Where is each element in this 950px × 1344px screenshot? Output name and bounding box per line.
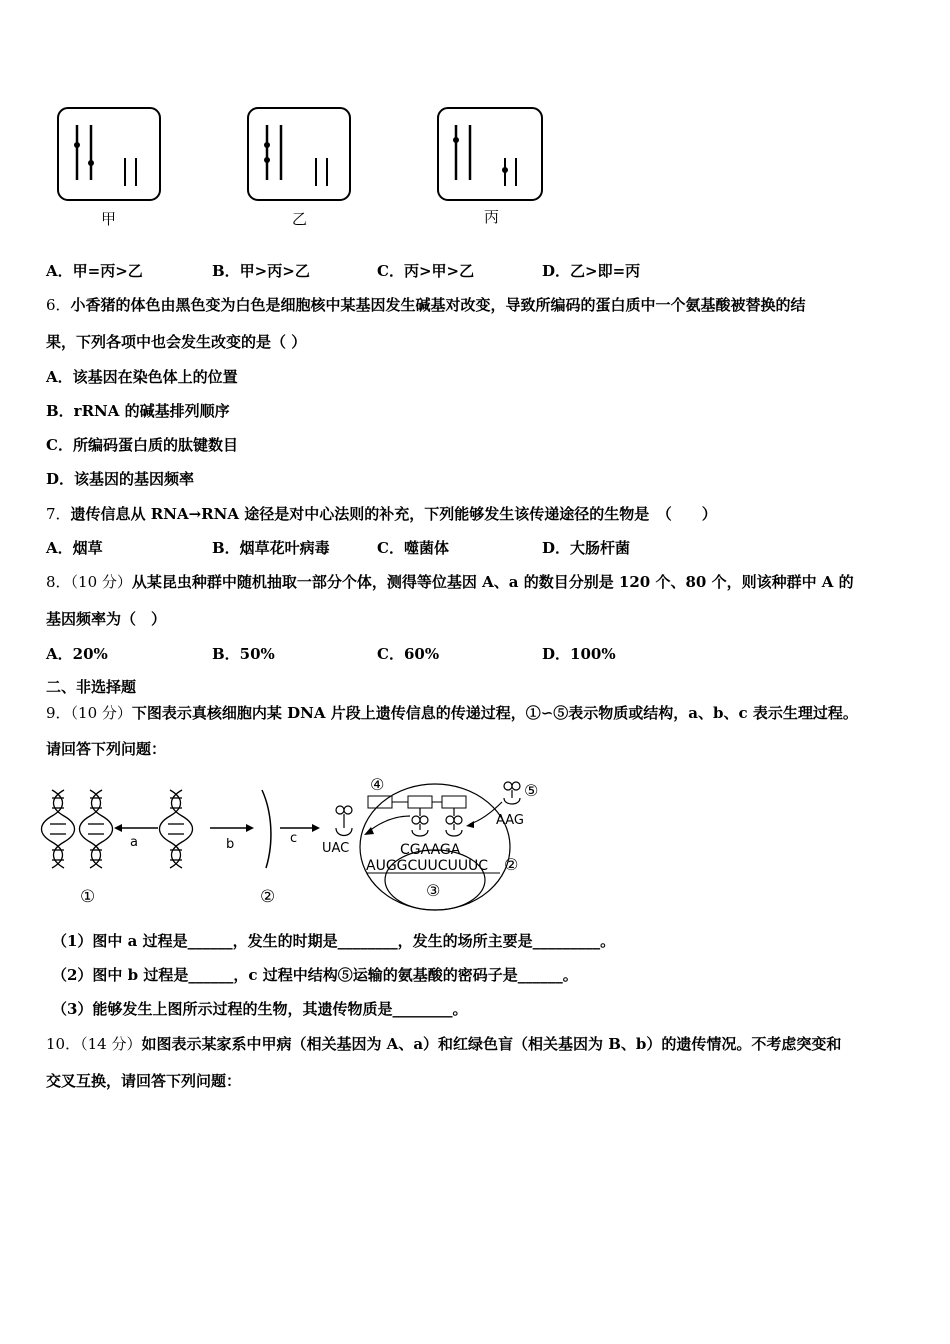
q9-sub1: （1）图中 a 过程是______，发生的时期是________，发生的场所主要是_________。 — [52, 932, 616, 950]
label-circ2-left: ② — [260, 887, 276, 907]
q9-stem-text1: 下图表示真核细胞内某 DNA 片段上遗传信息的传递过程，①∽⑤表示物质或结构，a、b、c 表示生理过程。 — [131, 704, 858, 722]
q7-number: 7． — [46, 505, 71, 523]
caption-yi: 乙 — [292, 210, 308, 228]
q7-stem — [46, 504, 717, 524]
trna-bound-2 — [446, 808, 462, 836]
q8-option-b: B．50% — [212, 645, 275, 663]
label-uac: UAC — [322, 841, 350, 856]
label-circ5: ⑤ — [524, 781, 539, 800]
caption-jia: 甲 — [101, 210, 117, 228]
label-circ2: ② — [504, 855, 519, 874]
q10-number: 10． — [46, 1035, 81, 1053]
label-c: c — [290, 831, 298, 846]
q9-score: （10 分） — [70, 704, 132, 722]
q5-option-a: A．甲=丙>乙 — [46, 262, 143, 280]
caption-bing: 丙 — [484, 208, 500, 226]
q9-stem-line2: 请回答下列问题： — [46, 740, 167, 758]
section-heading: 二、非选择题 — [46, 678, 137, 696]
exit-arrow — [368, 816, 410, 832]
q6-stem-text1: 小香猪的体色由黑色变为白色是细胞核中某基因发生碱基对改变，导致所编码的蛋白质中一个氨基酸被替换的结 — [70, 296, 806, 314]
dna-helix-3 — [160, 790, 193, 868]
q10-stem-line1 — [46, 1034, 841, 1054]
q8-stem-line1 — [46, 572, 854, 592]
q9-sub3: （3）能够发生上图所示过程的生物，其遗传物质是________。 — [52, 1000, 468, 1018]
q7-option-d: D．大肠杆菌 — [542, 539, 631, 557]
q7-stem-text: 遗传信息从 RNA→RNA 途径是对中心法则的补充，下列能够发生该传递途径的生物是 （ ） — [70, 505, 717, 523]
label-aag: AAG — [496, 813, 524, 828]
gene-expression-diagram — [40, 772, 550, 917]
q6-option-b: B．rRNA 的碱基排列顺序 — [46, 402, 230, 420]
q9-sub2: （2）图中 b 过程是______，c 过程中结构⑤运输的氨基酸的密码子是______。 — [52, 966, 578, 984]
q5-option-d: D．乙>即=丙 — [542, 262, 641, 280]
q10-score: （14 分） — [80, 1035, 142, 1053]
q5-option-b: B．甲>丙>乙 — [212, 262, 310, 280]
trna-leaving — [336, 806, 352, 836]
q8-option-d: D．100% — [542, 645, 616, 663]
q6-option-c: C．所编码蛋白质的肽键数目 — [46, 436, 238, 454]
q8-option-c: C．60% — [377, 645, 440, 663]
q6-option-d: D．该基因的基因频率 — [46, 470, 195, 488]
label-circ3: ③ — [426, 881, 441, 900]
label-circ1: ① — [80, 887, 96, 907]
q8-number: 8． — [46, 573, 71, 591]
q5-option-c: C．丙>甲>乙 — [377, 262, 475, 280]
label-mrna: AUGGCUUCUUUC — [366, 858, 489, 874]
q6-number: 6． — [46, 296, 71, 314]
dna-helix-1 — [42, 790, 75, 868]
peptide-box-3 — [442, 796, 466, 808]
q8-stem-line2: 基因频率为（ ） — [46, 610, 167, 628]
arrow-c — [280, 824, 320, 832]
arrow-a — [114, 824, 158, 832]
peptide-box-2 — [408, 796, 432, 808]
cell-box-bing — [438, 108, 542, 200]
q9-stem-line1 — [46, 703, 858, 723]
q8-score: （10 分） — [70, 573, 132, 591]
q7-option-c: C．噬菌体 — [377, 539, 449, 557]
dna-helix-2 — [80, 790, 113, 868]
label-circ4: ④ — [370, 775, 385, 794]
q10-stem-text1: 如图表示某家系中甲病（相关基因为 A、a）和红绿色盲（相关基因为 B、b）的遗传情况。不考虑突变和 — [141, 1035, 842, 1053]
q6-option-a: A．该基因在染色体上的位置 — [46, 368, 238, 386]
cell-box-jia — [58, 108, 160, 200]
q7-option-a: A．烟草 — [46, 539, 103, 557]
q10-stem-line2: 交叉互换，请回答下列问题： — [46, 1072, 242, 1090]
cell-box-yi — [248, 108, 350, 200]
q9-number: 9． — [46, 704, 71, 722]
mrna-strand — [262, 790, 271, 868]
q8-option-a: A．20% — [46, 645, 108, 663]
trna-incoming — [504, 782, 520, 804]
label-b: b — [226, 837, 235, 852]
q8-stem-text1: 从某昆虫种群中随机抽取一部分个体，测得等位基因 A、a 的数目分别是 120 个、80 个，则该种群中 A 的 — [131, 573, 854, 591]
q6-stem-line2: 果，下列各项中也会发生改变的是（ ） — [46, 333, 307, 351]
label-a: a — [130, 835, 138, 850]
trna-bound-1 — [412, 808, 428, 836]
q6-stem-line1 — [46, 295, 806, 315]
q7-option-b: B．烟草花叶病毒 — [212, 539, 330, 557]
label-cgaaga: CGAAGA — [400, 842, 461, 858]
arrow-b — [210, 824, 254, 832]
